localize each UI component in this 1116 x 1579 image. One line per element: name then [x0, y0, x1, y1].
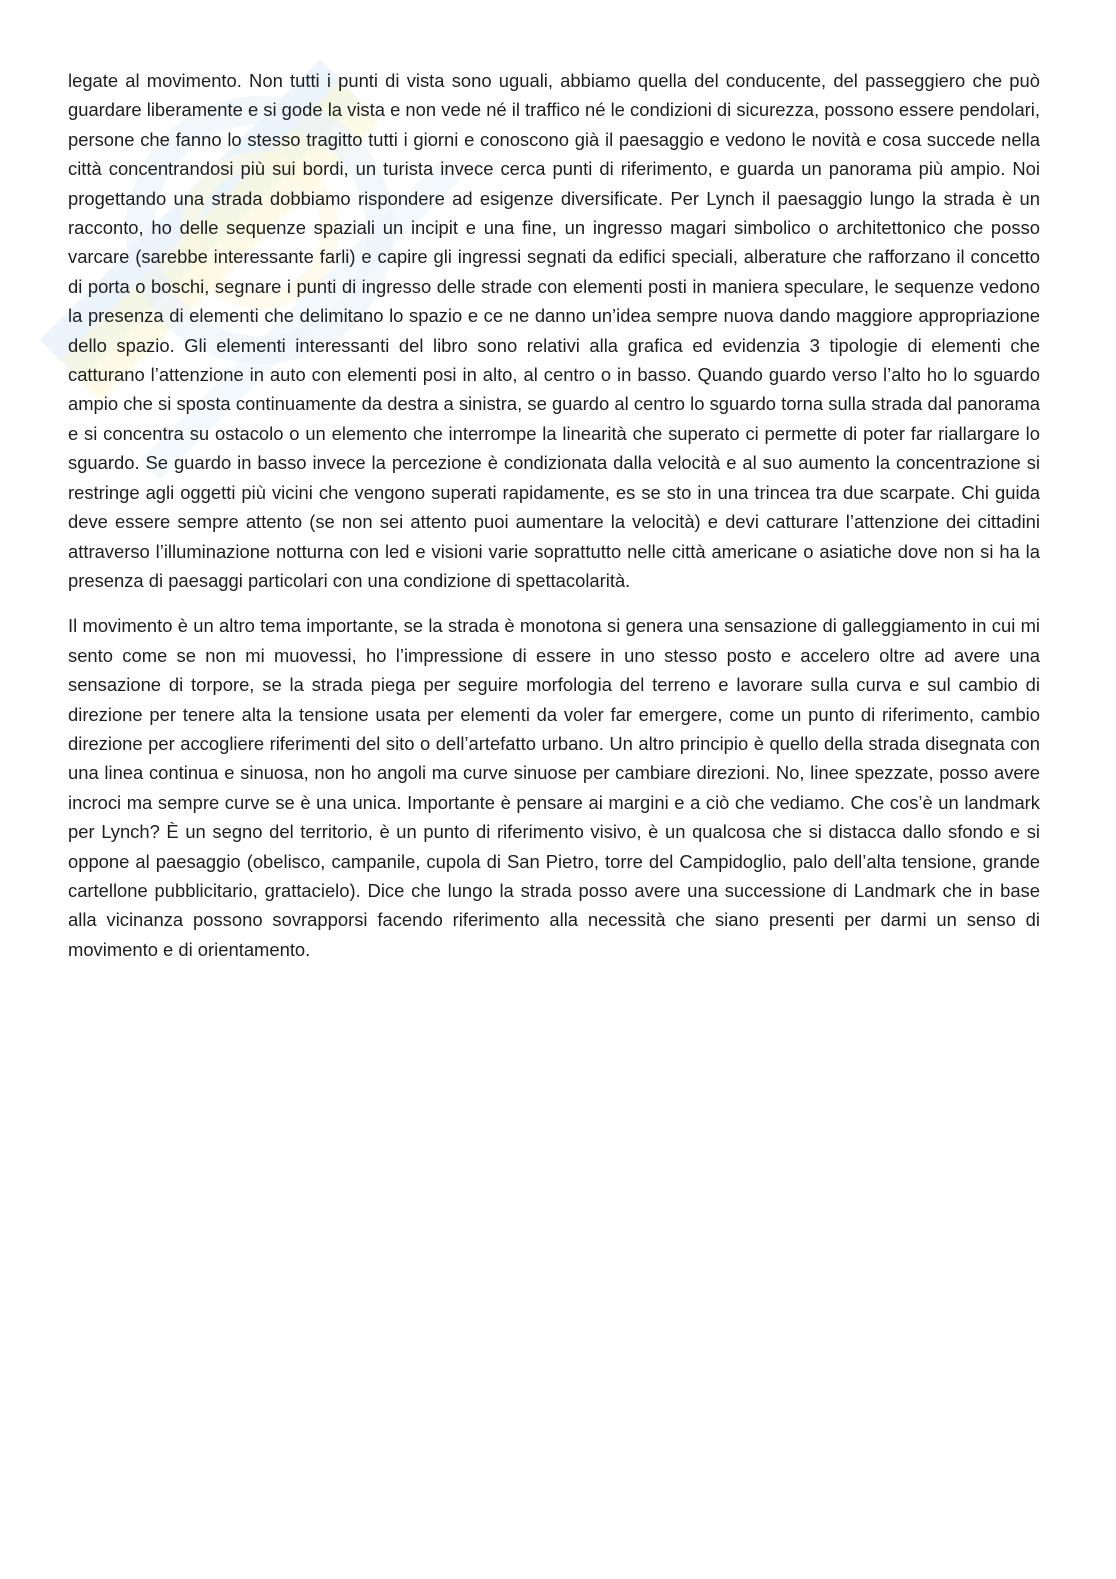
paragraph: Il movimento è un altro tema importante, se la strada è monotona si genera una sensazione di galleggiamento in cui mi sento come se non mi muovessi, ho l’impressione di essere in uno stesso posto e accelero oltre ad avere una sensazione di torpore, se la strada piega per seguire morfologia del terreno e lavorare sulla curva e sul cambio di direzione per tenere alta la tensione usata per elementi da voler far emergere, come un punto di riferimento, cambio direzione per accogliere riferimenti del sito o dell’artefatto urbano. Un altro principio è quello della strada disegnata con una linea continua e sinuosa, non ho angoli ma curve sinuose per cambiare direzioni. No, linee spezzate, posso avere incroci ma sempre curve se è una unica. Importante è pensare ai margini e a ciò che vediamo. Che cos’è un landmark per Lynch? È un segno del territorio, è un punto di riferimento visivo, è un qualcosa che si distacca dallo sfondo e si oppone al paesaggio (obelisco, campanile, cupola di San Pietro, torre del Campidoglio, palo dell’alta tensione, grande cartellone pubblicitario, grattacielo). Dice che lungo la strada posso avere una successione di Landmark che in base alla vicinanza possono sovrapporsi facendo riferimento alla necessità che siano presenti per darmi un senso di movimento e di orientamento.: [68, 615, 1040, 960]
document-body: [68, 66, 1040, 980]
paragraph: legate al movimento. Non tutti i punti di vista sono uguali, abbiamo quella del conducente, del passeggiero che può guardare liberamente e si gode la vista e non vede né il traffico né le condizioni di sicurezza, possono essere pendolari, persone che fanno lo stesso tragitto tutti i giorni e conoscono già il paesaggio e vedono le novità e cosa succede nella città concentrandosi più sui bordi, un turista invece cerca punti di riferimento, e guarda un panorama più ampio. Noi progettando una strada dobbiamo rispondere ad esigenze diversificate. Per Lynch il paesaggio lungo la strada è un racconto, ho delle sequenze spaziali un incipit e una fine, un ingresso magari simbolico o architettonico che posso varcare (sarebbe interessante farli) e capire gli ingressi segnati da edifici speciali, alberature che rafforzano il concetto di porta o boschi, segnare i punti di ingresso delle strade con elementi posti in maniera speculare, le sequenze vedono la presenza di elementi che delimitano lo spazio e ce ne danno un’idea sempre nuova dando maggiore appropriazione dello spazio. Gli elementi interessanti del libro sono relativi alla grafica ed evidenzia 3 tipologie di elementi che catturano l’attenzione in auto con elementi posi in alto, al centro o in basso. Quando guardo verso l’alto ho lo sguardo ampio che si sposta continuamente da destra a sinistra, se guardo al centro lo sguardo torna sulla strada dal panorama e si concentra su ostacolo o un elemento che interrompe la linearità che superato ci permette di poter far riallargare lo sguardo. Se guardo in basso invece la percezione è condizionata dalla velocità e al suo aumento la concentrazione si restringe agli oggetti più vicini che vengono superati rapidamente, es se sto in una trincea tra due scarpate. Chi guida deve essere sempre attento (se non sei attento puoi aumentare la velocità) e devi catturare l’attenzione dei cittadini attraverso l’illuminazione notturna con led e visioni varie soprattutto nelle città americane o asiatiche dove non si ha la presenza di paesaggi particolari con una condizione di spettacolarità.: [68, 70, 1040, 591]
